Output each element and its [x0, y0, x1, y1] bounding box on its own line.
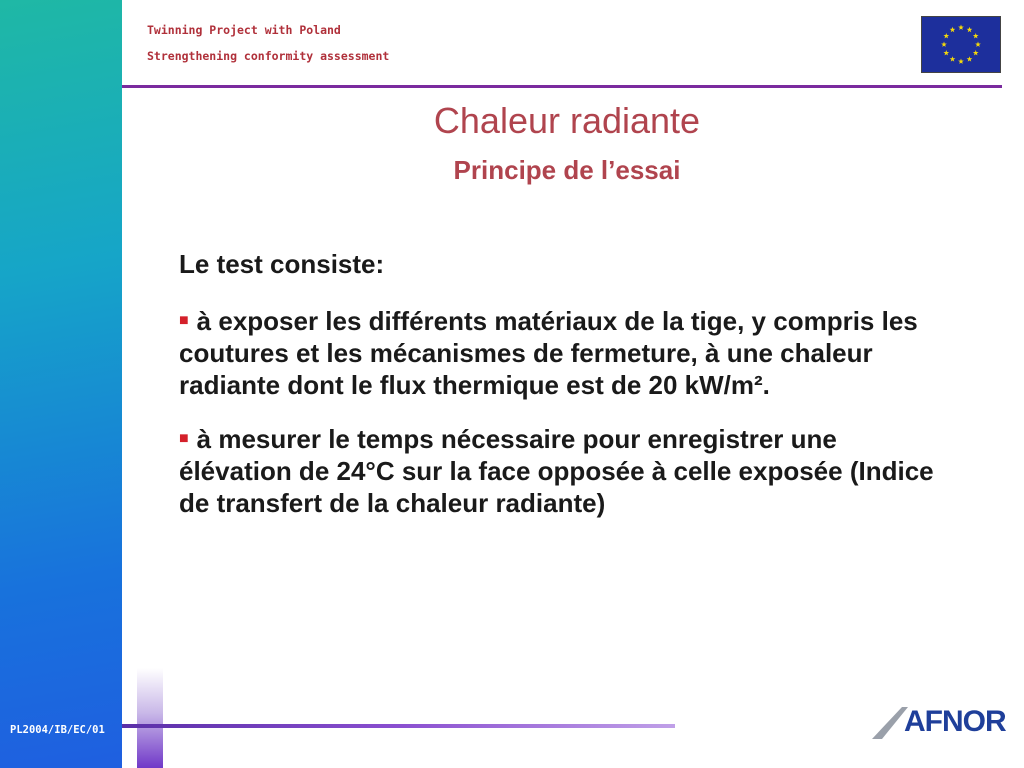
footer-project-code: PL2004/IB/EC/01: [10, 724, 105, 736]
intro-text: Le test consiste:: [179, 249, 385, 279]
eu-star-icon: [973, 33, 979, 38]
bullet-item: [179, 305, 949, 401]
eu-star-icon: [967, 56, 973, 61]
eu-star-icon: [943, 33, 949, 38]
header-project-title: Twinning Project with Poland: [147, 23, 341, 37]
header-project-subtitle: Strengthening conformity assessment: [147, 49, 390, 63]
slide-body: [179, 245, 949, 541]
eu-star-icon: [958, 59, 964, 64]
square-bullet-icon: ■: [179, 312, 189, 329]
bullet-text: à exposer les différents matériaux de la tige, y compris les coutures et les mécanismes de fermeture, à une chaleur radiante dont le flux thermique est de 20 kW/m².: [179, 306, 918, 400]
eu-star-icon: [973, 50, 979, 55]
eu-star-icon: [941, 42, 947, 47]
header-divider: [122, 85, 1002, 88]
footer-accent-bar: [137, 668, 163, 768]
side-gradient-band: [0, 0, 122, 768]
slide-title: Chaleur radiante: [433, 100, 701, 141]
slide-subtitle: Principe de l’essai: [453, 155, 681, 185]
bullet-text: à mesurer le temps nécessaire pour enregistrer une élévation de 24°C sur la face opposée à celle exposée (Indice de transfert de la chaleur radiante): [179, 424, 934, 518]
eu-star-icon: [958, 25, 964, 30]
afnor-logo-text: AFNOR: [904, 705, 1006, 738]
eu-star-icon: [950, 27, 956, 32]
eu-star-icon: [967, 27, 973, 32]
eu-star-icon: [975, 42, 981, 47]
square-bullet-icon: ■: [179, 430, 189, 447]
eu-star-icon: [943, 50, 949, 55]
footer-divider: [122, 724, 675, 728]
eu-star-icon: [950, 56, 956, 61]
bullet-item: [179, 423, 949, 519]
eu-flag-icon: [921, 16, 1001, 73]
